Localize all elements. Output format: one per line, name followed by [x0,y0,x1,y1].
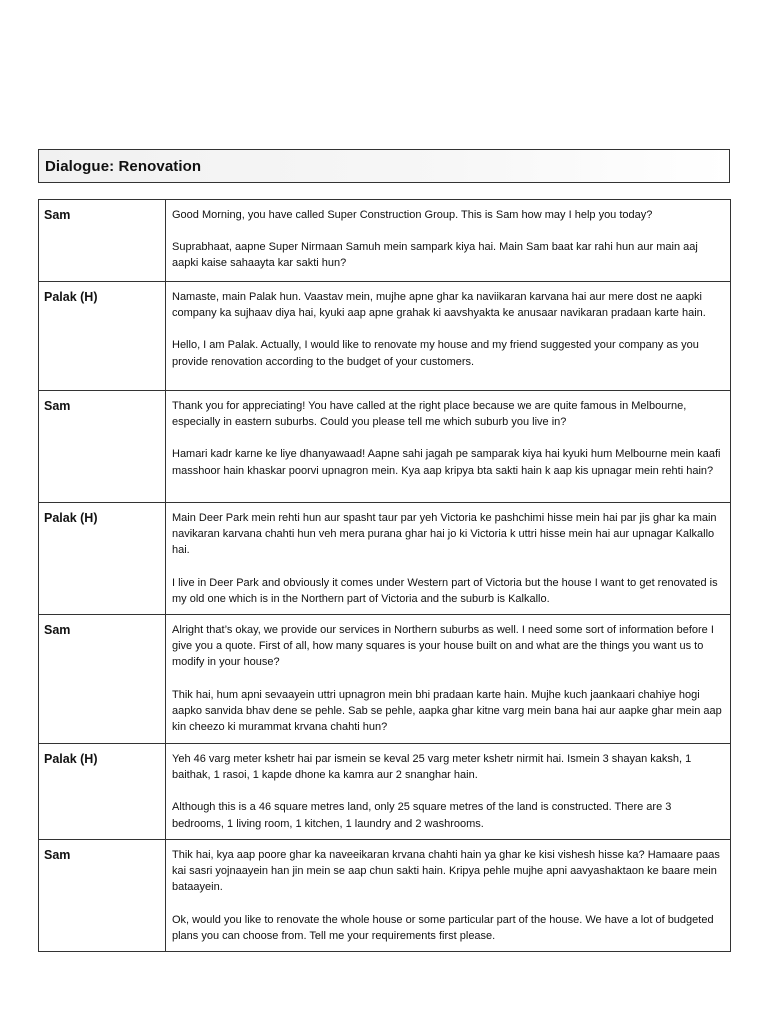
line-secondary: Hello, I am Palak. Actually, I would like to renovate my house and my friend suggested your company as you provide renovation according to the budget of your customers. [172,339,699,368]
table-row [39,200,731,282]
page-title: Dialogue: Renovation [45,157,202,175]
speaker-cell: Palak (H) [39,282,166,391]
line-secondary: Although this is a 46 square metres land, only 25 square metres of the land is constructed. There are 3 bedrooms, 1 living room, 1 kitchen, 1 laundry and 2 washrooms. [172,801,672,830]
table-row [39,840,731,952]
title-box [38,149,730,183]
speaker-cell: Sam [39,200,166,282]
table-row [39,744,731,840]
table-row [39,282,731,391]
line-primary: Thik hai, kya aap poore ghar ka naveeikaran krvana chahti hain ya ghar ke kisi vishesh hisse ka? Hamaare paas kai sasri yojnaayein han jin mein se aap chun sakti hain. Kripya pehle mujhe apni aavyashaktaon ke baare mein bataayein. [172,849,720,894]
line-secondary: Hamari kadr karne ke liye dhanyawaad! Aapne sahi jagah pe samparak kiya hai kyuki hum Melbourne mein kaafi masshoor hain khaskar poorvi upnagron mein. Kya aap kripya bta sakti hain k aap kis upnagar mein rehti hain? [172,448,721,477]
speaker-cell: Sam [39,391,166,503]
table-row [39,503,731,615]
dialogue-table [38,199,731,952]
line-primary: Main Deer Park mein rehti hun aur spasht taur par yeh Victoria ke pashchimi hisse mein hai par jis ghar ka main navikaran karvana chahti hun veh mera purana ghar hai jo ki Victoria k uttri hisse mein hai aur upnagar Kalkallo hai. [172,512,717,557]
speech-cell [166,391,731,503]
line-secondary: Thik hai, hum apni sevaayein uttri upnagron mein bhi pradaan karte hain. Mujhe kuch jaankaari chahiye hogi aapko sanvida bhav dene se pehle. Sab se pehle, aapka ghar kitne varg mein bana hai aur aapke ghar mein aap kin cheezo ki murammat krvana chahti hun? [172,688,722,734]
speaker-cell: Palak (H) [39,744,166,840]
speech-cell [166,282,731,391]
line-primary: Yeh 46 varg meter kshetr hai par ismein se keval 25 varg meter kshetr nirmit hai. Ismein 3 shayan kaksh, 1 baithak, 1 rasoi, 1 kapde dhone ka kamra aur 2 snanghar hain. [172,753,692,782]
speaker-cell: Sam [39,840,166,952]
table-row [39,391,731,503]
speech-cell [166,615,731,744]
speech-cell [166,200,731,282]
speech-cell [166,744,731,840]
table-row [39,615,731,744]
line-primary: Thank you for appreciating! You have called at the right place because we are quite famous in Melbourne, especially in eastern suburbs. Could you please tell me which suburb you live in? [172,400,687,429]
line-primary: Good Morning, you have called Super Construction Group. This is Sam how may I help you today? [172,209,653,221]
line-secondary: Ok, would you like to renovate the whole house or some particular part of the house. We have a lot of budgeted plans you can choose from. Tell me your requirements first please. [172,913,714,942]
page-header-area [0,0,768,140]
speaker-cell: Palak (H) [39,503,166,615]
speech-cell [166,840,731,952]
speech-cell [166,503,731,615]
line-secondary: Suprabhaat, aapne Super Nirmaan Samuh mein sampark kiya hai. Main Sam baat kar rahi hun aur main aaj aapki kaise sahaayta kar sakti hun? [172,241,698,270]
line-primary: Namaste, main Palak hun. Vaastav mein, mujhe apne ghar ka naviikaran karvana hai aur mere dost ne aapki company ka sujhaav diya hai, kyuki aap apne grahak ki aavshyakta ke anusaar navikaran pradaan karte hain. [172,291,706,320]
line-secondary: I live in Deer Park and obviously it comes under Western part of Victoria but the house I want to get renovated is my old one which is in the Northern part of Victoria and the suburb is Kalkallo. [172,576,718,605]
line-primary: Alright that’s okay, we provide our services in Northern suburbs as well. I need some sort of information before I give you a quote. First of all, how many squares is your house built on and what are the things you want us to modify in your house? [172,624,714,669]
speaker-cell: Sam [39,615,166,744]
